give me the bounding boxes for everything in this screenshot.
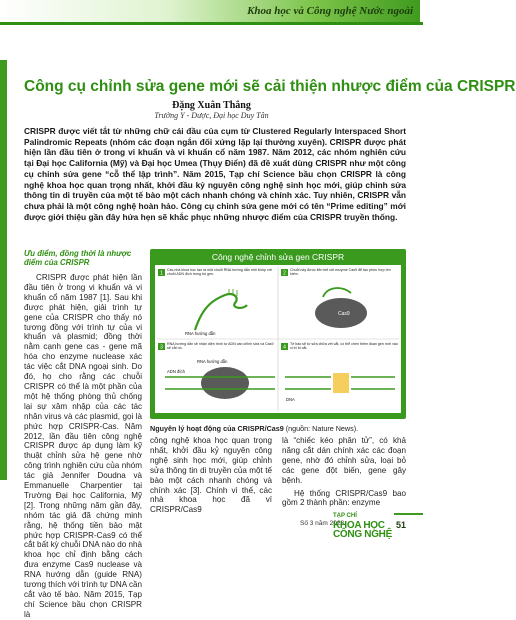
- column-3-para-1: là “chiếc kéo phân tử”, có khả năng cắt dán chính xác các đoạn gene, nhờ đó chỉnh sửa, loại bỏ các gene đột biến, gene gây bệnh.: [282, 436, 406, 485]
- step-1-desc: Các nhà khoa học tạo ra một chuỗi RNA hướng dẫn nhỏ khớp với chuỗi ADN đích trong bộ gen.: [167, 268, 272, 277]
- section-subheading: Ưu điểm, đồng thời là nhược điểm của CRISPR: [24, 249, 132, 267]
- figure-caption-source: (nguồn: Nature News).: [283, 424, 359, 433]
- step-2-desc: Chuỗi này được liên kết với enzyme Cas9 để tạo phức hợp tìm kiếm.: [290, 268, 391, 277]
- step-4-desc-box: [290, 342, 398, 358]
- step-1-desc-box: [167, 268, 275, 286]
- cas9-on-dna: [201, 367, 249, 399]
- inserted-gene-segment: [333, 373, 349, 393]
- figure-title: Công nghệ chỉnh sửa gen CRISPR: [211, 252, 345, 262]
- logo-top: TẠP CHÍ: [333, 513, 357, 519]
- logo-bottom: CÔNG NGHỆ: [333, 529, 392, 540]
- crispr-figure: [150, 249, 406, 419]
- label-rna-guide: RNA hướng dẫn: [185, 331, 216, 336]
- label-target-dna: ADN đích: [167, 369, 185, 374]
- magazine-logo: [333, 512, 393, 539]
- label-rna-guide-2: RNA hướng dẫn: [197, 359, 228, 364]
- step-3-desc: RNA hướng dẫn sẽ nhận diện trình tự ADN cần chỉnh sửa và Cas9 sẽ cắt nó.: [167, 342, 274, 351]
- figure-caption: [150, 424, 410, 433]
- page-number: 51: [396, 520, 407, 530]
- article-abstract: CRISPR được viết tắt từ những chữ cái đầu của cụm từ Clustered Regularly Interspaced Short Palindromic Repeats (nhóm các đoạn ngắn đối xứng lặp lại thường xuyên). CRISPR được phát hiện lần đầu tiên ở trong vi khuẩn và vi khuẩn cổ năm 1987. Năm 2012, các nhóm nghiên cứu tại Đại học California (Mỹ) và Đại học Umea (Thụy Điển) đã đề xuất dùng CRISPR như một công cụ chỉnh sửa gene “cỗ thể lập trình”. Năm 2015, Tạp chí Science bầu chọn CRISPR là công nghệ khoa học quan trọng nhất, khởi đầu kỷ nguyên công nghệ sinh học mới, giúp chỉnh sửa thông tin di truyền của một tế bào một cách nhanh chóng và chính xác. Tuy nhiên, CRISPR vẫn chưa phải là một công nghệ hoàn hảo. Công cụ chỉnh sửa gene mới có tên “Prime editing” mới được giới thiệu gần đây hứa hẹn sẽ khắc phục những nhược điểm của CRISPR truyền thống.: [24, 126, 406, 222]
- step-4-number: 4: [283, 344, 286, 351]
- article-author: Đặng Xuân Thắng: [172, 100, 251, 111]
- step-2-desc-box: [290, 268, 398, 284]
- step-1-number: 1: [160, 270, 163, 277]
- bound-guide-rna: [323, 288, 351, 297]
- step-3-desc-box: [167, 342, 275, 358]
- issue-number: Số 3 năm 2023: [300, 520, 345, 527]
- step-3-number: 3: [160, 344, 163, 351]
- step-2-number: 2: [283, 270, 286, 277]
- column-3-para-2: Hệ thống CRISPR/Cas9 bao gồm 2 thành phần: enzyme: [282, 488, 406, 508]
- section-label: Khoa học và Công nghệ Nước ngoài: [247, 5, 413, 17]
- label-cas9: Cas9: [338, 311, 350, 317]
- figure-panel: [155, 265, 401, 413]
- page-number-bar: [394, 513, 423, 515]
- left-accent-bar: [0, 60, 7, 480]
- figure-diagram: [155, 265, 401, 413]
- column-1: [24, 249, 142, 620]
- column-2-text: công nghệ khoa học quan trọng nhất, khởi đầu kỷ nguyên công nghệ sinh học mới, giúp chỉnh sửa thông tin di truyền của một tế bào một cách nhanh chóng và chính xác [3]. Chính vì thế, các nhà khoa học đã ví CRISPR/Cas9: [150, 436, 272, 515]
- header-stripe: [0, 22, 423, 25]
- author-affiliation: Trường Y - Dược, Đại học Duy Tân: [154, 111, 269, 120]
- label-dna: DNA: [286, 397, 295, 402]
- step-4-desc: Tế bào sẽ tự sửa chữa vết cắt, có thể chèn thêm đoạn gen mới vào vị trí bị cắt.: [290, 342, 398, 351]
- logo-middle: KHOA HỌC: [333, 520, 385, 531]
- figure-caption-title: Nguyên lý hoạt động của CRISPR/Cas9: [150, 424, 284, 433]
- column-3: [282, 436, 406, 508]
- article-title: Công cụ chỉnh sửa gene mới sẽ cải thiện nhược điểm của CRISPR: [24, 78, 516, 95]
- column-1-text: CRISPR được phát hiện lần đầu tiên ở trong vi khuẩn và vi khuẩn cổ năm 1987 [1]. Sau khi được phát hiện, giải trình tự gene của CRISPR cho thấy nó tương đồng với trình tự của vi khuẩn và plasmid; đồng thời nằm cạnh gene cas - gene mã hóa cho enzyme nuclease xác tác việc cắt DNA ngoại sinh. Do đó, họ cho rằng các chuỗi CRISPR có thể là một phần của một hệ thống phòng thủ chống lại sự xâm nhập của các tác nhân virus và các plasmid, gọi là phức hợp CRISPR-Cas. Năm 2012, lần đầu tiên công nghệ CRISPR được áp dụng làm kỹ thuật chỉnh sửa hệ gene nhờ công trình nghiên cứu của nhóm tác giả Jennifer Doudna và Emmanuelle Charpentier tại Trường Đại học California, Mỹ [2]. Trong những năm gần đây, nhóm tác giả đã chứng minh rằng, hệ thống tiền bảo mật phức hợp CRISPR-Cas9 có thể cắt bất kỳ chuỗi DNA nào do nhà khoa học chỉ định bằng cách đưa enzyme Cas9 nuclease và RNA hướng dẫn (guide RNA) tương thích với trình tự DNA cần cắt vào tế bào. Năm 2015, Tạp chí Science bầu chọn CRISPR là: [24, 273, 142, 619]
- guide-rna-strand: [195, 294, 247, 330]
